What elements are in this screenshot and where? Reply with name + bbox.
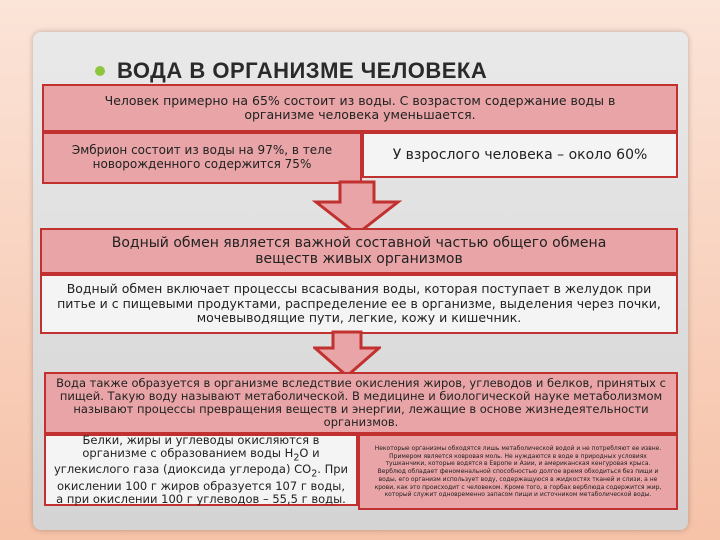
text-box-organisms — [358, 434, 678, 510]
arrow-down-icon — [313, 330, 381, 378]
title-row — [95, 56, 487, 86]
bullet-icon — [95, 66, 105, 76]
text-box-exchange-processes — [40, 274, 678, 334]
text-box-embryo — [42, 132, 362, 184]
text-box-water-exchange-text: Водный обмен является важной составной частью общего обмена веществ живых организмов — [111, 234, 607, 267]
text-box-water-exchange — [40, 228, 678, 274]
text-box-water-percent-text: Человек примерно на 65% состоит из воды. С возрастом содержание воды в организме человека уменьшается. — [104, 92, 616, 122]
text-box-metabolic-water — [44, 372, 678, 434]
text-box-organisms-text: Некоторые организмы обходятся лишь метаболической водой и не потребляют ее извне. Примером является ковровая моль. Не нуждаются в воде в природных условиях тушканчики, которые водятся в Европе и Азии, и американская кенгуровая крыса. Верблюд обладает феноменальной способностью долгое время обходиться без пищи и воды, его организм использует воду, содержащуюся в жидкостях тканей и слизи, а не крови, как это происходит с человеком. Кроме того, в горбах верблюда содержится жир, который служит одновременно запасом пищи и источником метаболической воды. — [374, 444, 662, 499]
page-title: ВОДА В ОРГАНИЗМЕ ЧЕЛОВЕКА — [117, 58, 488, 83]
text-box-oxidation-text: Белки, жиры и углеводы окисляются в организме с образованием воды $H_2O$ и углекислого газа (диоксида углерода) $CO_2$. При окислении 100 г жиров образуется 107 г воды, а при окислении 100 г углеводов – 55,5 г воды. — [53, 432, 349, 506]
text-box-metabolic-water-text: Вода также образуется в организме вследствие окисления жиров, углеводов и белков, принятых с пищей. Такую воду называют метаболической. В медицине и биологической науке метаболизмом называют процессы превращения веществ и энергии, лежащие в основе жизнедеятельности организмов. — [56, 375, 666, 430]
text-box-adult-text: У взрослого человека – около 60% — [392, 146, 648, 163]
text-box-adult — [362, 132, 678, 178]
text-box-water-percent — [42, 84, 678, 132]
text-box-exchange-processes-text: Водный обмен включает процессы всасывания воды, которая поступает в желудок при питье и с пищевыми продуктами, распределение ее в организме, выделения через почки, мочевыводящие пути, легкие, кожу и кишечник. — [57, 281, 661, 326]
text-box-oxidation — [44, 434, 358, 506]
text-box-embryo-text: Эмбрион состоит из воды на 97%, в теле новорожденного содержится 75% — [71, 143, 333, 171]
